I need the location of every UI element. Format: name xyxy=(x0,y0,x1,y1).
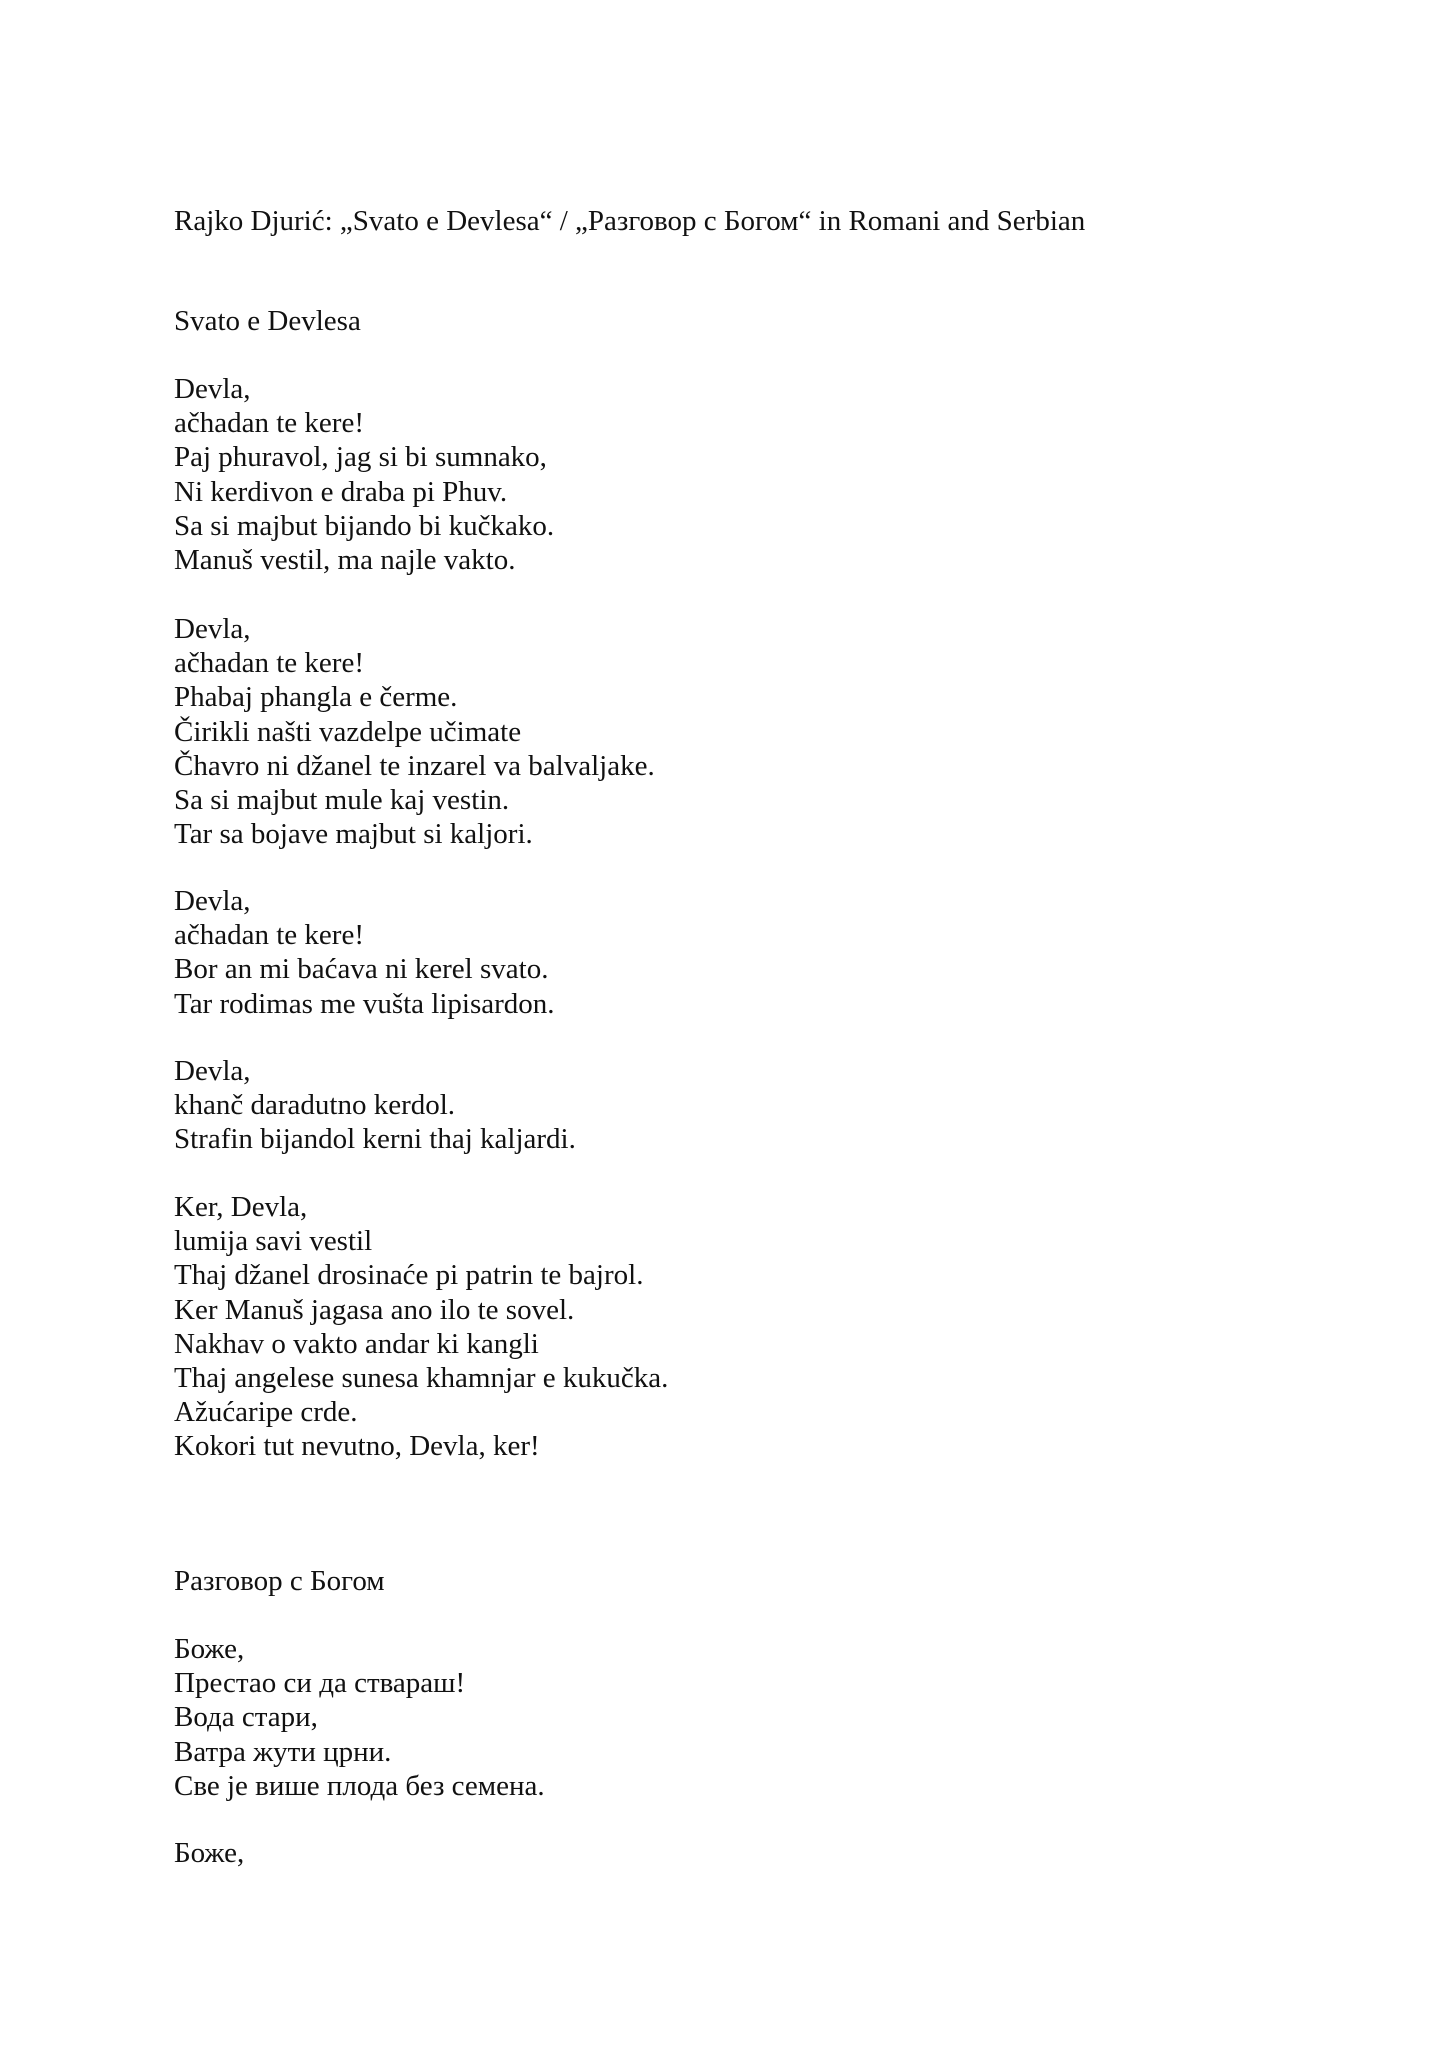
poem-line: Ni kerdivon e draba pi Phuv. xyxy=(174,475,508,508)
poem-line: Nakhav o vakto andar ki kangli xyxy=(174,1327,539,1360)
poem-line: Thaj džanel drosinaće pi patrin te bajrol. xyxy=(174,1259,644,1292)
stanza xyxy=(174,884,555,1021)
poem-title-romani: Svato e Devlesa xyxy=(174,305,361,337)
stanza xyxy=(174,1836,244,1870)
poem-line: Paj phuravol, jag si bi sumnako, xyxy=(174,441,547,474)
poem-line: Thaj angelese sunesa khamnjar e kukučka. xyxy=(174,1362,669,1395)
poem-line: Боже, xyxy=(174,1633,245,1665)
poem-line: Manuš vestil, ma najle vakto. xyxy=(174,544,516,577)
poem-line: Strafin bijandol kerni thaj kaljardi. xyxy=(174,1123,576,1156)
poem-line: Devla, xyxy=(174,885,251,917)
poem-line: Вода стари, xyxy=(174,1701,318,1734)
stanza xyxy=(174,1054,576,1157)
poem-line: Све је више плода без семена. xyxy=(174,1769,545,1802)
poem-line: Престао си да ствараш! xyxy=(174,1667,466,1700)
poem-line: Sa si majbut bijando bi kučkako. xyxy=(174,509,555,542)
document-header: Rajko Djurić: „Svato e Devlesa“ / „Разговор с Богом“ in Romani and Serbian xyxy=(174,205,1086,237)
poem-line: Čirikli našti vazdelpe učimate xyxy=(174,715,522,748)
stanza xyxy=(174,1632,545,1803)
poem-line: Ker, Devla, xyxy=(174,1191,308,1223)
poem-line: Tar rodimas me vušta lipisardon. xyxy=(174,987,555,1020)
poem-line: Čhavro ni džanel te inzarel va balvaljake. xyxy=(174,749,655,782)
poem-line: Ažućaripe crde. xyxy=(174,1396,358,1429)
poem-line: Phabaj phangla e čerme. xyxy=(174,681,458,714)
poem-line: Ker Manuš jagasa ano ilo te sovel. xyxy=(174,1293,575,1326)
poem-line: Kokori tut nevutno, Devla, ker! xyxy=(174,1430,540,1463)
stanza xyxy=(174,1190,668,1464)
poem-line: Ватра жути црни. xyxy=(174,1735,392,1768)
poem-line: ačhadan te kere! xyxy=(174,919,364,952)
poem-line: Tar sa bojave majbut si kaljori. xyxy=(174,818,533,851)
poem-line: Devla, xyxy=(174,613,251,645)
poem-line: Боже, xyxy=(174,1837,245,1869)
poem-line: Devla, xyxy=(174,373,251,405)
poem-line: ačhadan te kere! xyxy=(174,647,364,680)
poem-line: Sa si majbut mule kaj vestin. xyxy=(174,784,510,817)
poem-line: khanč daradutno kerdol. xyxy=(174,1089,456,1122)
poem-line: ačhadan te kere! xyxy=(174,407,364,440)
poem-title-serbian: Разговор с Богом xyxy=(174,1565,385,1597)
stanza xyxy=(174,372,554,577)
poem-line: Devla, xyxy=(174,1055,251,1087)
poem-line: lumija savi vestil xyxy=(174,1225,373,1258)
poem-line: Bor an mi baćava ni kerel svato. xyxy=(174,953,549,986)
stanza xyxy=(174,612,655,851)
